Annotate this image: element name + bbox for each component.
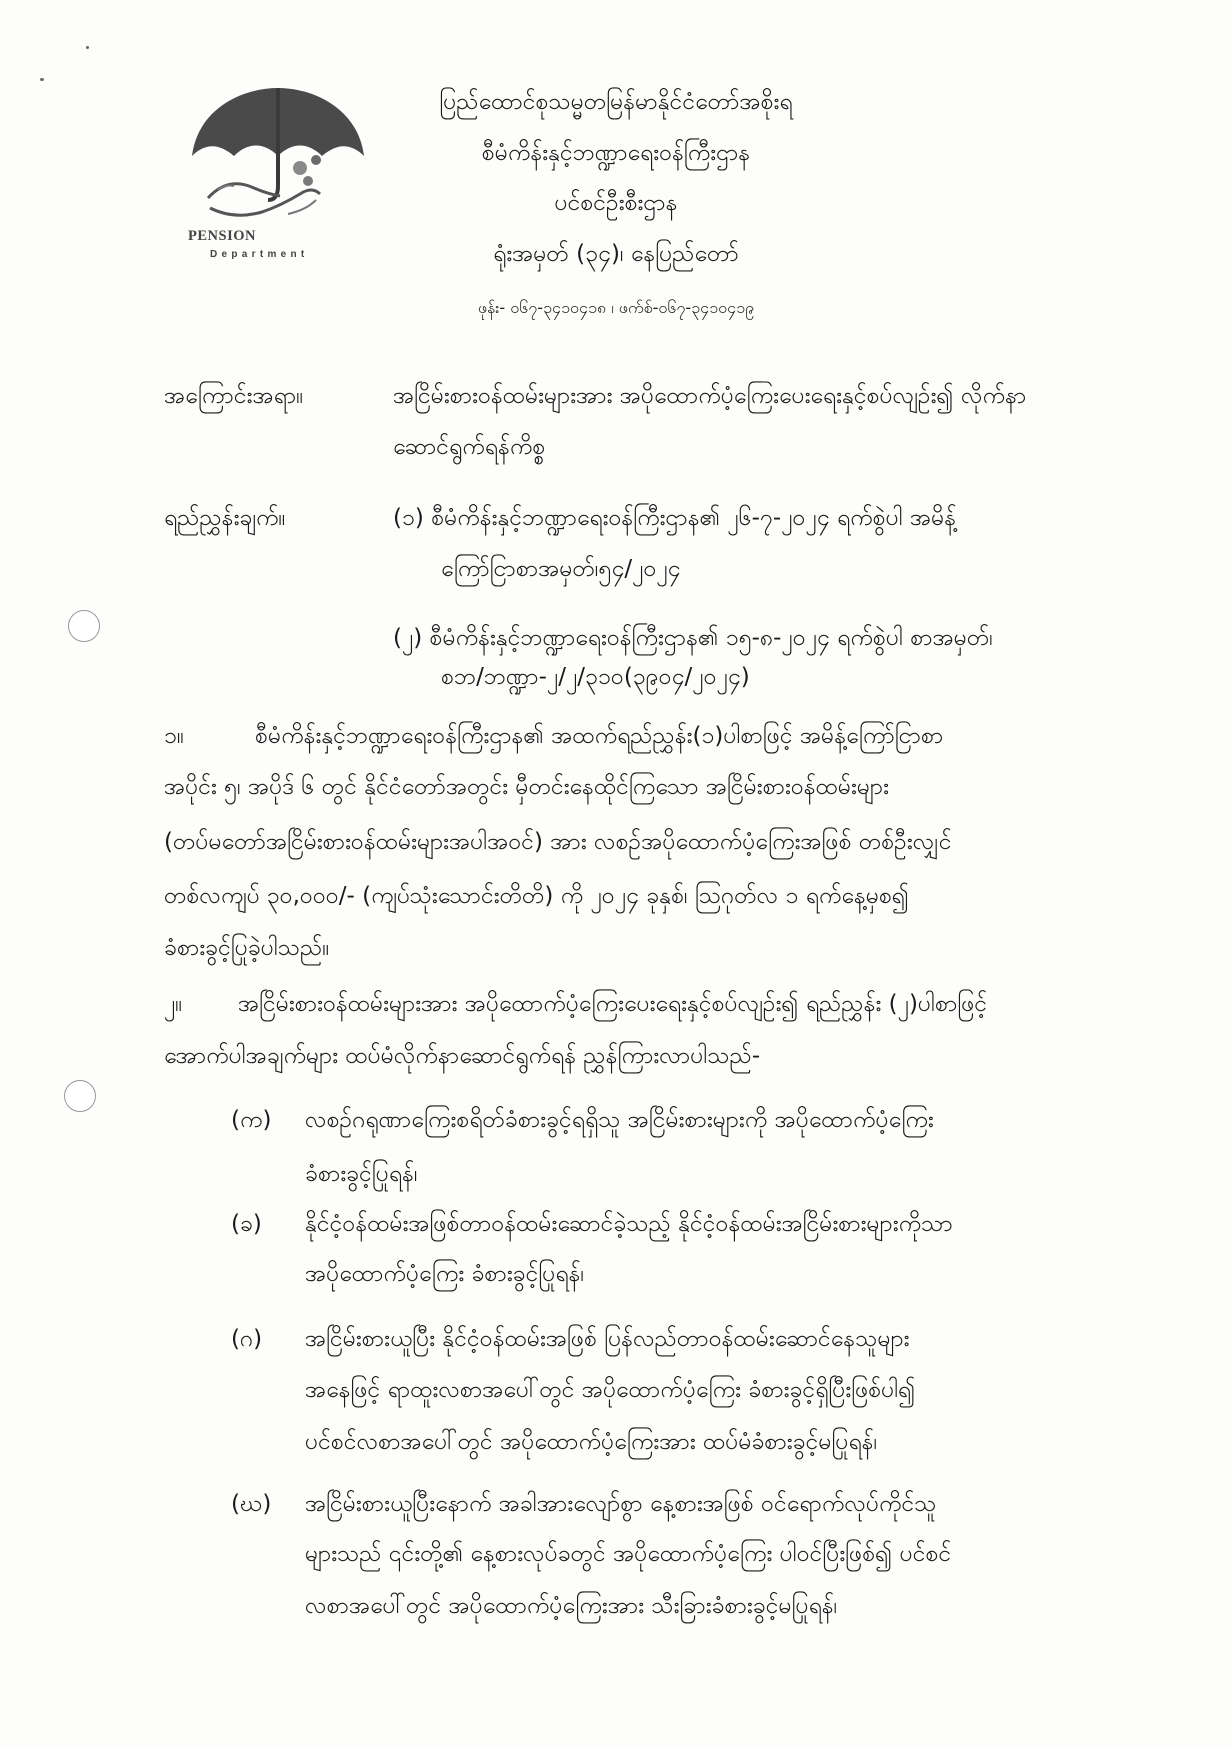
item-label: (ခ) <box>231 1211 262 1237</box>
punch-hole <box>64 1080 96 1112</box>
subject-line-1: အငြိမ်းစားဝန်ထမ်းများအား အပိုထောက်ပံ့ကြေးပေးရေးနှင့်စပ်လျဉ်း၍ လိုက်နာ <box>393 383 1027 409</box>
item-line: အငြိမ်းစားယူပြီးနောက် အခါအားလျော်စွာ နေ့စားအဖြစ် ဝင်ရောက်လုပ်ကိုင်သူ <box>305 1491 937 1517</box>
reference-item-2-line-1: (၂) စီမံကိန်းနှင့်ဘဏ္ဍာရေးဝန်ကြီးဌာန၏ ၁၅-၈-၂၀၂၄ ရက်စွဲပါ စာအမှတ်၊ <box>393 625 993 651</box>
item-label: (ဃ) <box>231 1491 272 1517</box>
paragraph-1-line-3: (တပ်မတော်အငြိမ်းစားဝန်ထမ်းများအပါအဝင်) အား လစဉ်အပိုထောက်ပံ့ကြေးအဖြစ် တစ်ဦးလျှင် <box>164 829 952 855</box>
punch-hole <box>68 610 100 642</box>
paragraph-2-number: ၂။ <box>164 991 183 1017</box>
item-line: ပင်စင်လစာအပေါ်တွင် အပိုထောက်ပံ့ကြေးအား ထပ်မံခံစားခွင့်မပြုရန်၊ <box>305 1429 878 1455</box>
paragraph-1-line-2: အပိုင်း ၅၊ အပိုဒ် ၆ တွင် နိုင်ငံတော်အတွင်း မှီတင်းနေထိုင်ကြသော အငြိမ်းစားဝန်ထမ်းများ <box>164 774 889 800</box>
item-line: များသည် ၎င်းတို့၏ နေ့စားလုပ်ခတွင် အပိုထောက်ပံ့ကြေး ပါဝင်ပြီးဖြစ်၍ ပင်စင် <box>305 1541 952 1567</box>
header-address: ရုံးအမှတ် (၃၄)၊ နေပြည်တော် <box>493 241 739 267</box>
paragraph-2-line-1: အငြိမ်းစားဝန်ထမ်းများအား အပိုထောက်ပံ့ကြေးပေးရေးနှင့်စပ်လျဉ်း၍ ရည်ညွှန်း (၂)ပါစာဖြင့် <box>238 991 988 1017</box>
subject-line-2: ဆောင်ရွက်ရန်ကိစ္စ <box>393 434 546 460</box>
item-line: ခံစားခွင့်ပြုရန်၊ <box>305 1161 418 1187</box>
subject-label: အကြောင်းအရာ။ <box>164 383 304 409</box>
header-contact: ဖုန်း- ၀၆၇-၃၄၁၀၄၁၈ ၊ ဖက်စ်-၀၆၇-၃၄၁၀၄၁၉ <box>477 298 755 317</box>
paragraph-1-number: ၁။ <box>164 723 184 749</box>
item-label: (ဂ) <box>231 1326 263 1352</box>
item-line: အပိုထောက်ပံ့ကြေး ခံစားခွင့်ပြုရန်၊ <box>305 1261 585 1287</box>
header-ministry: စီမံကိန်းနှင့်ဘဏ္ဍာရေးဝန်ကြီးဌာန <box>481 140 751 166</box>
logo-subword: Department <box>210 249 309 260</box>
scan-speck <box>86 46 89 49</box>
paragraph-1-line-1: စီမံကိန်းနှင့်ဘဏ္ဍာရေးဝန်ကြီးဌာန၏ အထက်ရည်ညွှန်း(၁)ပါစာဖြင့် အမိန့်ကြော်ငြာစာ <box>255 723 944 749</box>
reference-item-2-line-2: စဘ/ဘဏ္ဍာ-၂/၂/၃၁၀(၃၉၀၄/၂၀၂၄) <box>441 664 750 690</box>
paragraph-1-line-5: ခံစားခွင့်ပြုခဲ့ပါသည်။ <box>164 935 330 961</box>
item-label: (က) <box>231 1107 272 1133</box>
logo-word: PENSION <box>188 228 256 244</box>
paragraph-1-line-4: တစ်လကျပ် ၃၀,၀၀၀/- (ကျပ်သုံးသောင်းတိတိ) ကို ၂၀၂၄ ခုနှစ်၊ ဩဂုတ်လ ၁ ရက်နေ့မှစ၍ <box>164 883 910 909</box>
reference-item-1-line-1: (၁) စီမံကိန်းနှင့်ဘဏ္ဍာရေးဝန်ကြီးဌာန၏ ၂၆-၇-၂၀၂၄ ရက်စွဲပါ အမိန့် <box>393 505 957 531</box>
item-line: အနေဖြင့် ရာထူးလစာအပေါ်တွင် အပိုထောက်ပံ့ကြေး ခံစားခွင့်ရှိပြီးဖြစ်ပါ၍ <box>305 1377 916 1403</box>
reference-label: ရည်ညွှန်းချက်။ <box>164 505 286 531</box>
reference-item-1-line-2: ကြော်ငြာစာအမှတ်၊၅၄/၂၀၂၄ <box>441 556 681 582</box>
item-line: နိုင်ငံ့ဝန်ထမ်းအဖြစ်တာဝန်ထမ်းဆောင်ခဲ့သည့် နိုင်ငံ့ဝန်ထမ်းအငြိမ်းစားများကိုသာ <box>305 1211 953 1237</box>
item-line: လစာအပေါ်တွင် အပိုထောက်ပံ့ကြေးအား သီးခြားခံစားခွင့်မပြုရန်၊ <box>305 1593 838 1619</box>
scan-speck <box>40 78 44 81</box>
item-line: လစဉ်ဂရုဏာကြေးစရိတ်ခံစားခွင့်ရရှိသူ အငြိမ်းစားများကို အပိုထောက်ပံ့ကြေး <box>305 1107 934 1133</box>
header-government: ပြည်ထောင်စုသမ္မတမြန်မာနိုင်ငံတော်အစိုးရ <box>439 89 793 115</box>
item-line: အငြိမ်းစားယူပြီး နိုင်ငံ့ဝန်ထမ်းအဖြစ် ပြန်လည်တာဝန်ထမ်းဆောင်နေသူများ <box>305 1326 910 1352</box>
header-department: ပင်စင်ဦးစီးဌာန <box>554 190 678 216</box>
paragraph-2-line-2: အောက်ပါအချက်များ ထပ်မံလိုက်နာဆောင်ရွက်ရန် ညွှန်ကြားလာပါသည်- <box>164 1043 761 1069</box>
